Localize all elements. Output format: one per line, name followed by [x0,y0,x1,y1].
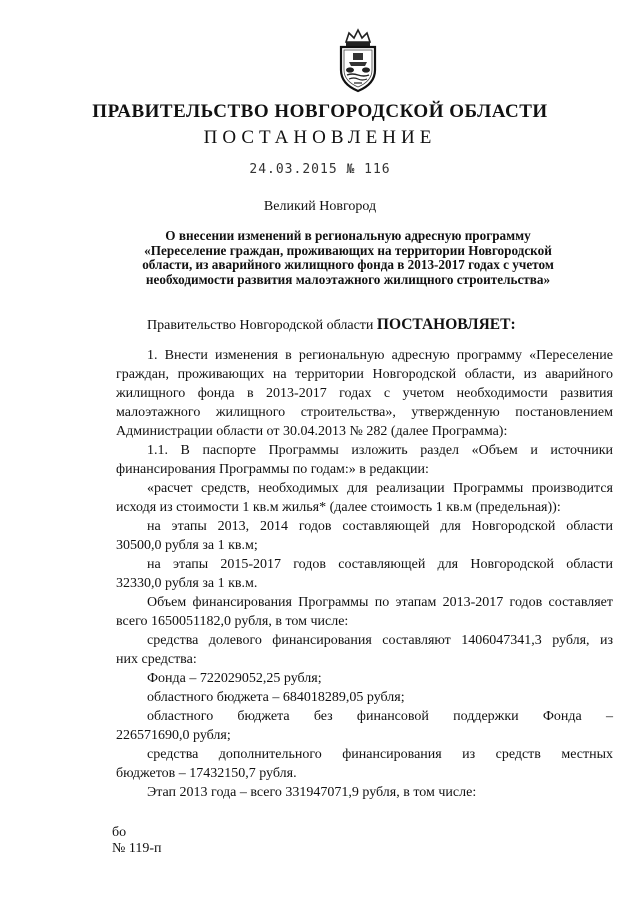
body-line: финансирования Программы по годам:» в редакции: [116,462,429,477]
date-number-stamp: 24.03.2015 № 116 [249,162,391,177]
footer-note [112,825,162,857]
body-line: жилищного фонда в 2013-2017 годах с учетом необходимости развития [116,386,613,401]
body-line: Объем финансирования Программы по этапам 2013-2017 годов составляет [147,595,613,610]
body-line: Администрации области от 30.04.2013 № 282 (далее Программа): [116,424,508,439]
government-name: ПРАВИТЕЛЬСТВО НОВГОРОДСКОЙ ОБЛАСТИ [92,101,548,122]
body-line: областного бюджета – 684018289,05 рубля; [147,690,405,705]
body-line: 1.1. В паспорте Программы изложить раздел «Объем и источники [147,443,613,458]
body-line: бюджетов – 17432150,7 рубля. [116,766,297,781]
body-line: граждан, проживающих на территории Новгородской области, из аварийного [116,367,613,382]
footer-initials: бо [112,825,127,840]
body-line: 226571690,0 рубля; [116,728,231,743]
document-title [108,229,588,287]
title-line: О внесении изменений в региональную адресную программу [165,228,531,243]
document-type: ПОСТАНОВЛЕНИЕ [203,127,437,148]
body-line: областного бюджета без финансовой поддержки Фонда – [147,709,613,724]
resolution-lead [116,315,613,335]
lead-text: Правительство Новгородской области [147,318,377,333]
body-line: «расчет средств, необходимых для реализации Программы производится [147,481,613,496]
body-line: на этапы 2013, 2014 годов составляющей для Новгородской области [147,519,613,534]
body-line: Фонда – 722029052,25 рубля; [147,671,322,686]
body-line: на этапы 2015-2017 годов составляющей для Новгородской области [147,557,613,572]
lead-keyword: ПОСТАНОВЛЯЕТ: [376,316,516,333]
document-body [116,315,613,802]
title-line: необходимости развития малоэтажного жилищного строительства» [145,271,551,287]
body-line: Этап 2013 года – всего 331947071,9 рубля, в том числе: [147,785,477,800]
body-line: средства дополнительного финансирования из средств местных [147,747,613,762]
body-line: всего 1650051182,0 рубля, в том числе: [116,614,349,629]
body-line: средства долевого финансирования составляют 1406047341,3 рубля, из [147,633,613,648]
body-line: 30500,0 рубля за 1 кв.м; [116,538,258,553]
body-line: малоэтажного жилищного строительства», утвержденную постановлением [116,405,613,420]
city-name: Великий Новгород [263,199,377,214]
title-line: области, из аварийного жилищного фонда в 2013-2017 годах с учетом [142,257,554,272]
body-line: 32330,0 рубля за 1 кв.м. [116,576,258,591]
novgorod-coat-of-arms-icon [329,28,387,94]
footer-doc-number: № 119-п [112,841,162,856]
body-line: 1. Внести изменения в региональную адресную программу «Переселение [147,348,613,363]
body-line: исходя из стоимости 1 кв.м жилья* (далее стоимость 1 кв.м (предельная)): [116,500,561,515]
title-line: «Переселение граждан, проживающих на территории Новгородской [144,242,552,258]
body-line: них средства: [116,652,197,667]
